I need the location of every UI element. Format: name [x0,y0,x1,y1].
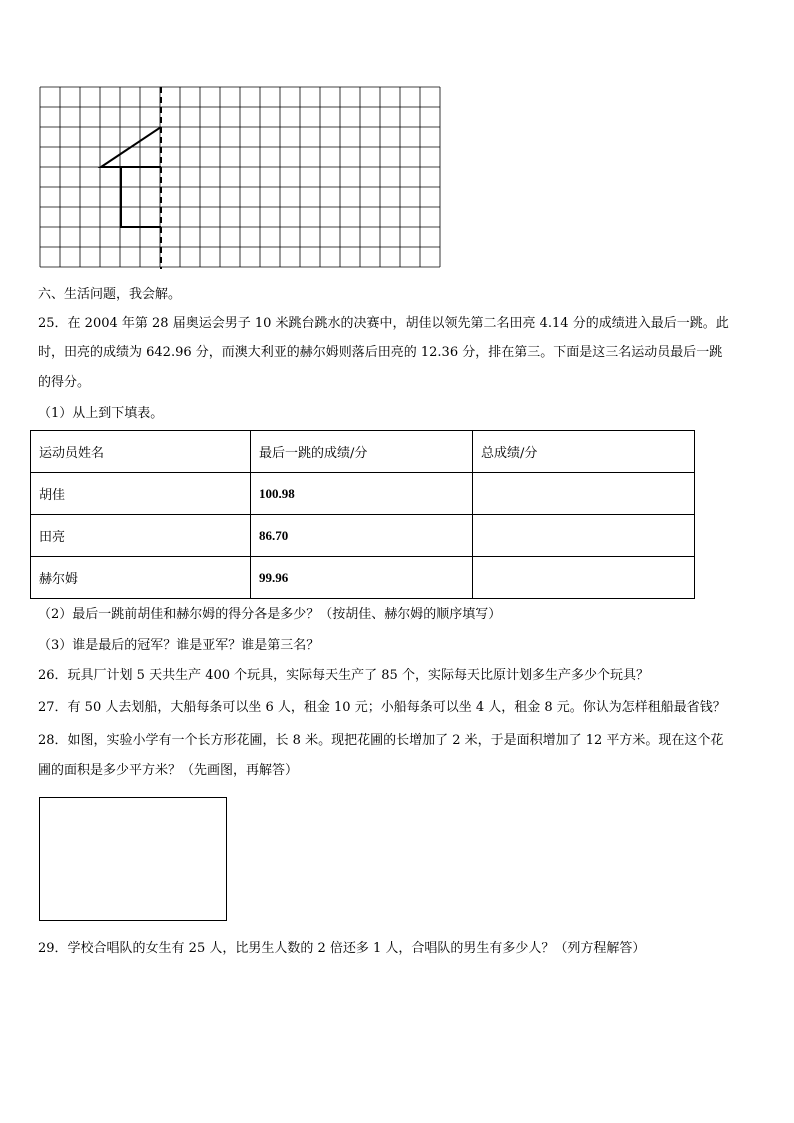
section-six-heading: 六、生活问题，我会解。 [38,287,182,302]
table-row [31,515,695,557]
q26: 26．玩具厂计划 5 天共生产 400 个玩具，实际每天生产了 85 个，实际每天比原计划多生产多少个玩具？ [38,668,649,683]
score-table [30,430,695,599]
q25-line2: 时，田亮的成绩为 642.96 分，而澳大利亚的赫尔姆则落后田亮的 12.36 分，排在第三。下面是这三名运动员最后一跳 [38,345,723,360]
q28-line2: 圃的面积是多少平方米？（先画图，再解答） [38,763,299,778]
total-score-blank[interactable] [473,515,695,557]
table-row [31,557,695,599]
athlete-name: 赫尔姆 [31,557,251,599]
table-row [31,473,695,515]
q27: 27．有 50 人去划船，大船每条可以坐 6 人，租金 10 元；小船每条可以坐 4 人，租金 8 元。你认为怎样租船最省钱？ [38,700,726,715]
last-jump-score: 99.96 [251,557,473,599]
q25-sub3: （3）谁是最后的冠军？谁是亚军？谁是第三名？ [38,638,320,653]
last-jump-score: 100.98 [251,473,473,515]
q25-line3: 的得分。 [38,375,91,390]
athlete-name: 胡佳 [31,473,251,515]
last-jump-score: 86.70 [251,515,473,557]
header-total: 总成绩/分 [473,431,695,473]
total-score-blank[interactable] [473,557,695,599]
q25-sub1: （1）从上到下填表。 [38,406,164,421]
table-header-row [31,431,695,473]
total-score-blank[interactable] [473,473,695,515]
athlete-name: 田亮 [31,515,251,557]
header-name: 运动员姓名 [31,431,251,473]
q25-line1: 25．在 2004 年第 28 届奥运会男子 10 米跳台跳水的决赛中，胡佳以领先第二名田亮 4.14 分的成绩进入最后一跳。此 [38,316,729,331]
header-last-jump: 最后一跳的成绩/分 [251,431,473,473]
symmetry-grid-figure [38,85,450,271]
q28-line1: 28．如图，实验小学有一个长方形花圃，长 8 米。现把花圃的长增加了 2 米，于是面积增加了 12 平方米。现在这个花 [38,733,724,748]
half-shape [101,127,161,227]
q25-sub2: （2）最后一跳前胡佳和赫尔姆的得分各是多少？（按胡佳、赫尔姆的顺序填写） [38,607,502,622]
garden-rectangle-drawing-box[interactable] [39,797,227,921]
q29: 29．学校合唱队的女生有 25 人，比男生人数的 2 倍还多 1 人，合唱队的男生有多少人？（列方程解答） [38,941,646,956]
